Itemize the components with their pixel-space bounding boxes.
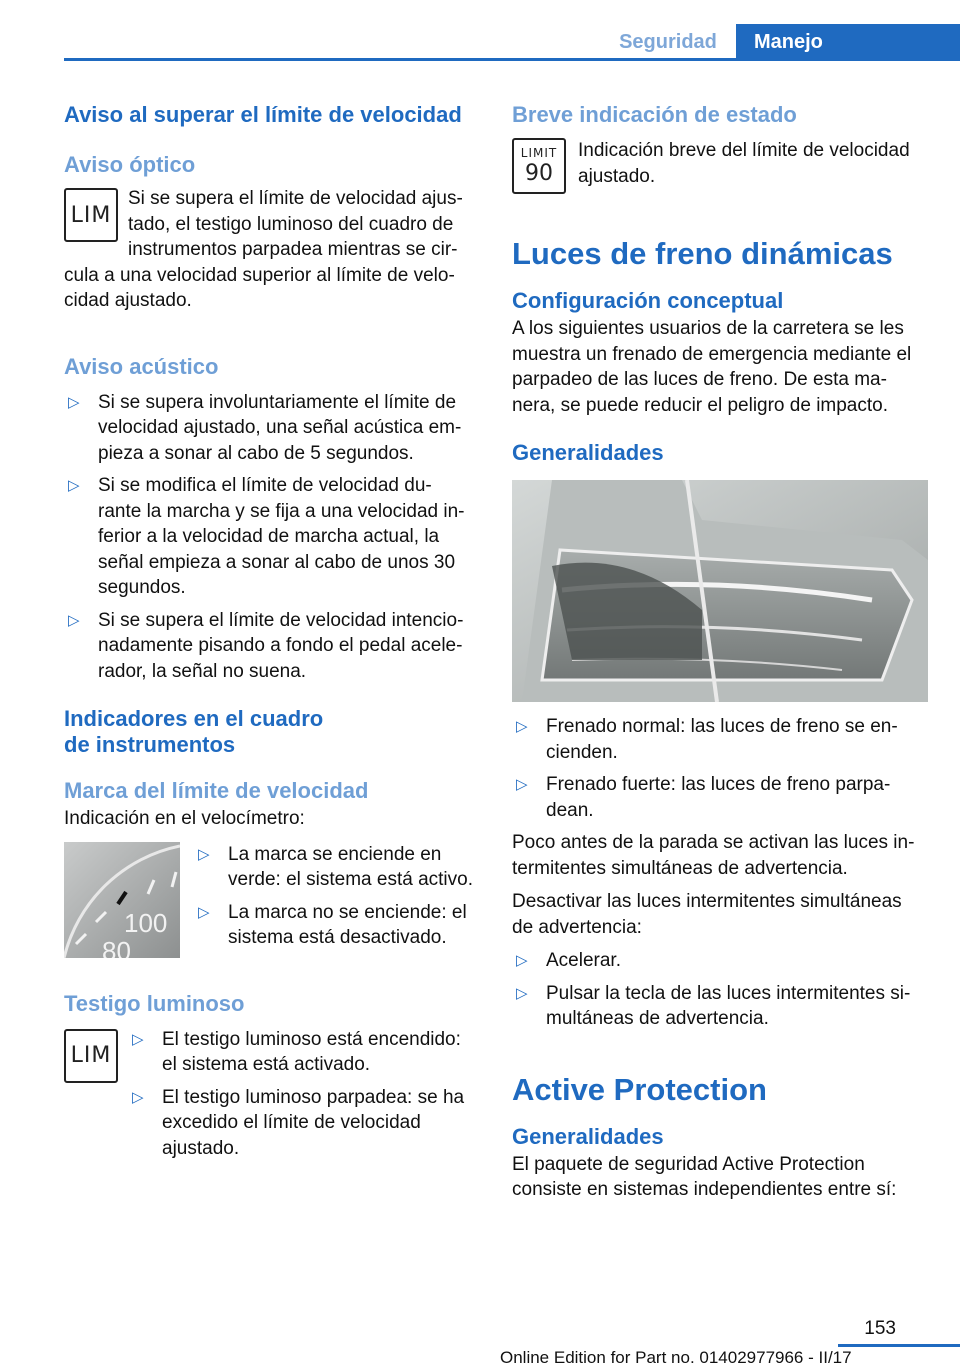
heading-generalidades: Generalidades <box>512 440 664 465</box>
heading-configuracion: Configuración conceptual <box>512 288 784 313</box>
tab-manejo[interactable]: Manejo <box>736 24 960 60</box>
heading-indicadores: Indicadores en el cuadro de instrumentos <box>64 706 324 757</box>
triangle-bullet-icon: ▷ <box>68 477 80 494</box>
heading-aviso-superar: Aviso al superar el límite de velocidad <box>64 102 462 127</box>
freno-list <box>512 714 928 823</box>
optico-block <box>64 186 478 263</box>
heading-active-protection: Active Protection <box>512 1071 767 1107</box>
triangle-bullet-icon: ▷ <box>516 952 528 969</box>
paquete-text: El paquete de seguridad Active Protection consiste en sistemas independientes entre sí: <box>512 1153 897 1200</box>
tab-seguridad[interactable]: Seguridad <box>619 30 717 53</box>
list-item: ▷ Si se supera involuntariamente el límite de velocidad ajustado, una señal acústica em‐ pieza a sonar al cabo de 5 segundos. <box>68 391 462 464</box>
breve-text: Indicación breve del límite de velocidad ajustado. <box>578 140 910 187</box>
tail-light-image <box>512 480 928 702</box>
indicacion-text: Indicación en el velocímetro: <box>64 808 305 829</box>
triangle-bullet-icon: ▷ <box>198 845 210 863</box>
marca-block <box>64 842 478 963</box>
speedometer-image <box>64 842 180 958</box>
triangle-bullet-icon: ▷ <box>198 903 210 921</box>
page-number: 153 <box>864 1318 896 1339</box>
heading-aviso-acustico: Aviso acústico <box>64 353 219 379</box>
optico-line-5: cidad ajustado. <box>64 290 192 311</box>
speedo-100-label: 100 <box>124 907 168 938</box>
triangle-bullet-icon: ▷ <box>132 1030 144 1048</box>
desactivar-list <box>512 948 928 1032</box>
triangle-bullet-icon: ▷ <box>516 776 528 793</box>
list-item: ▷ Si se modifica el límite de velocidad du‐ rante la marcha y se fija a una velocidad in‐ ferior a la velocidad de marcha actual, la señal empieza a sonar al cabo de unos 30 segundos. <box>68 475 465 598</box>
heading-testigo: Testigo luminoso <box>64 990 245 1016</box>
breve-block <box>512 138 928 194</box>
left-column <box>64 100 478 1168</box>
speedo-80-label: 80 <box>102 935 131 958</box>
list-item: ▷ Frenado fuerte: las luces de freno parpa‐ dean. <box>516 774 891 821</box>
edition-note: Online Edition for Part no. 01402977966 - II/17 <box>500 1348 852 1367</box>
header-rule <box>64 58 960 61</box>
heading-generalidades-2: Generalidades <box>512 1123 664 1149</box>
triangle-bullet-icon: ▷ <box>516 984 528 1002</box>
marca-list <box>194 842 478 958</box>
optico-line-4: cula a una velocidad superior al límite de velo‐ <box>64 264 455 286</box>
triangle-bullet-icon: ▷ <box>516 718 528 735</box>
list-item: ▷ La marca se enciende en verde: el sistema está activo. <box>198 843 473 890</box>
lim-indicator-icon: LIM <box>64 188 118 242</box>
poco-text: Poco antes de la parada se activan las luces in‐ termitentes simultáneas de advertencia. <box>512 832 915 879</box>
heading-luces-freno: Luces de freno dinámicas <box>512 236 893 271</box>
optico-line-3: instrumentos parpadea mientras se cir‐ <box>128 239 458 260</box>
list-item: ▷ El testigo luminoso parpadea: se ha excedido el límite de velocidad ajustado. <box>132 1086 465 1159</box>
list-item: ▷ La marca no se enciende: el sistema está desactivado. <box>198 901 467 948</box>
triangle-bullet-icon: ▷ <box>68 611 80 629</box>
limit-90-icon: LIMIT 90 <box>512 138 566 194</box>
list-item: ▷ Acelerar. <box>512 948 928 974</box>
config-text: A los siguientes usuarios de la carretera se les muestra un frenado de emergencia mediante el parpadeo de las luces de freno. De esta ma‐ nera, se puede reducir el peligro de impacto. <box>512 318 912 416</box>
heading-marca: Marca del límite de velocidad <box>64 778 369 803</box>
list-item: ▷ Frenado normal: las luces de freno se en‐ cienden. <box>516 716 898 763</box>
heading-breve: Breve indicación de estado <box>512 102 797 127</box>
testigo-list <box>128 1027 478 1169</box>
desactivar-text: Desactivar las luces intermitentes simultáneas de advertencia: <box>512 891 902 938</box>
right-column <box>512 100 928 1203</box>
heading-aviso-optico: Aviso óptico <box>64 152 196 177</box>
testigo-block <box>64 1027 478 1169</box>
page-footer <box>0 1318 960 1367</box>
acustico-list <box>64 390 478 685</box>
list-item: ▷ El testigo luminoso está encendido: el sistema está activado. <box>132 1028 461 1075</box>
lim-indicator-icon: LIM <box>64 1029 118 1083</box>
triangle-bullet-icon: ▷ <box>132 1088 144 1106</box>
footer-rule <box>838 1344 960 1347</box>
list-item: ▷ Si se supera el límite de velocidad intencio‐ nadamente pisando a fondo el pedal acele‐ rador, la señal no suena. <box>68 609 464 682</box>
triangle-bullet-icon: ▷ <box>68 393 80 411</box>
list-item: ▷ Pulsar la tecla de las luces intermitentes si‐ multáneas de advertencia. <box>516 982 911 1029</box>
optico-line-2: tado, el testigo luminoso del cuadro de <box>128 213 454 235</box>
optico-line-1: Si se supera el límite de velocidad ajus‐ <box>128 188 463 209</box>
